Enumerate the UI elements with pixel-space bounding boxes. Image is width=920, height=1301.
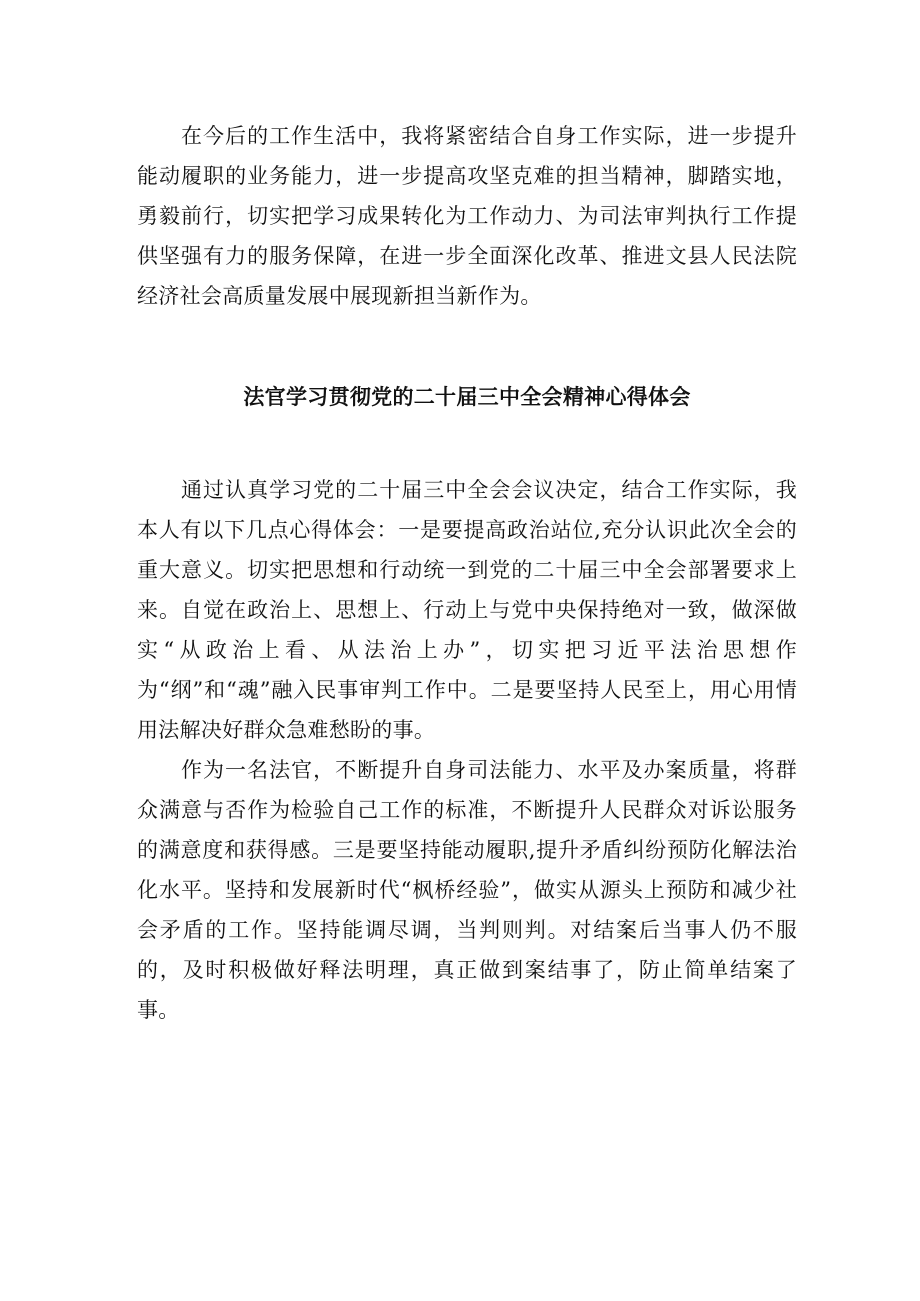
document-title: 法官学习贯彻党的二十届三中全会精神心得体会 bbox=[243, 384, 691, 409]
intro-paragraph: 在今后的工作生活中，我将紧密结合自身工作实际，进一步提升能动履职的业务能力，进一步提高攻坚克难的担当精神，脚踏实地，勇毅前行，切实把学习成果转化为工作动力、为司法审判执行工作提供坚强有力的服务保障，在进一步全面深化改革、推进文县人民法院经济社会高质量发展中展现新担当新作为。 bbox=[137, 124, 797, 308]
body-section bbox=[137, 470, 797, 1030]
body-paragraph-2: 作为一名法官，不断提升自身司法能力、水平及办案质量，将群众满意与否作为检验自己工作的标准，不断提升人民群众对诉讼服务的满意度和获得感。三是要坚持能动履职,提升矛盾纠纷预防化解法治化水平。坚持和发展新时代“枫桥经验”，做实从源头上预防和减少社会矛盾的工作。坚持能调尽调，当判则判。对结案后当事人仍不服的，及时积极做好释法明理，真正做到案结事了，防止简单结案了事。 bbox=[137, 758, 797, 1022]
body-paragraph-1: 通过认真学习党的二十届三中全会会议决定，结合工作实际，我本人有以下几点心得体会：一是要提高政治站位,充分认识此次全会的重大意义。切实把思想和行动统一到党的二十届三中全会部署要求上来。自觉在政治上、思想上、行动上与党中央保持绝对一致，做深做实“从政治上看、从法治上办”，切实把习近平法治思想作为“纲”和“魂”融入民事审判工作中。二是要坚持人民至上，用心用情用法解决好群众急难愁盼的事。 bbox=[137, 478, 797, 742]
intro-section bbox=[137, 116, 797, 316]
